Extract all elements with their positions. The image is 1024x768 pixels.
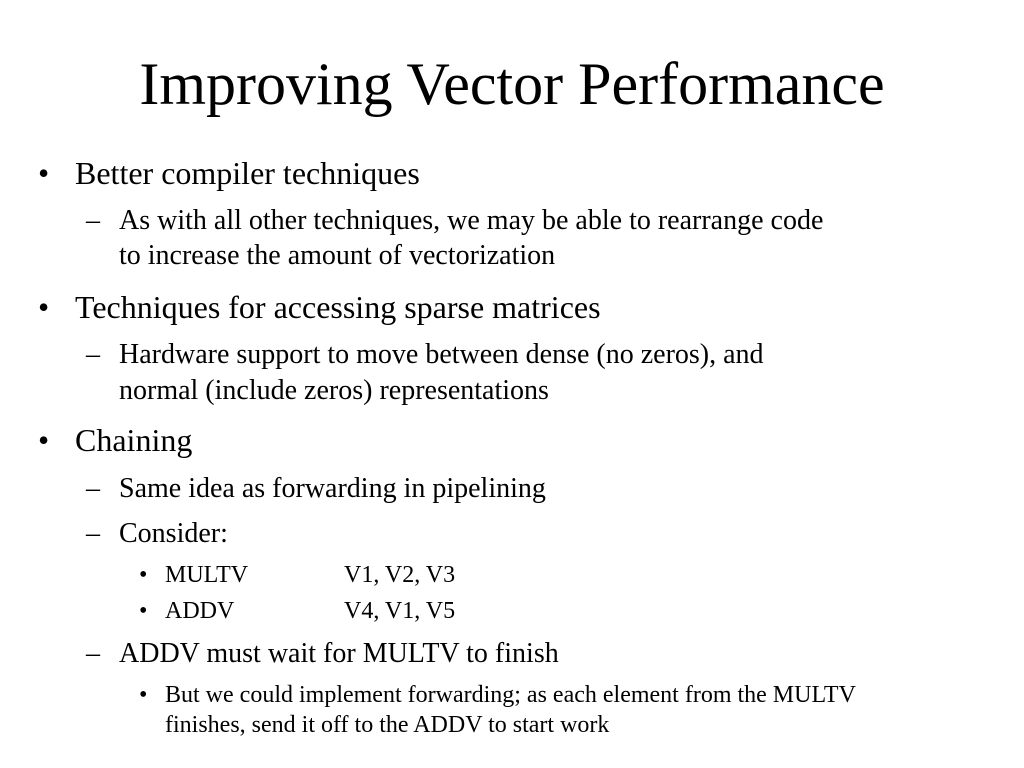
small-bullet-marker: •	[139, 562, 148, 588]
sub-bullet-line: normal (include zeros) representations	[119, 375, 549, 406]
dash-marker: –	[86, 638, 100, 669]
small-bullet-marker: •	[139, 598, 148, 624]
dash-marker: –	[86, 339, 100, 370]
dash-marker: –	[86, 473, 100, 504]
instruction-args: V1, V2, V3	[344, 562, 456, 588]
bullet-marker: •	[38, 422, 50, 458]
sub-bullet-line: Same idea as forwarding in pipelining	[119, 473, 546, 504]
slide-title: Improving Vector Performance	[139, 51, 885, 117]
dash-marker: –	[86, 518, 100, 549]
bullet-text: Better compiler techniques	[75, 155, 420, 191]
sub-bullet-line: to increase the amount of vectorization	[119, 240, 556, 271]
sub-bullet-line: ADDV must wait for MULTV to finish	[119, 638, 559, 669]
sub-bullet-line: As with all other techniques, we may be able to rearrange code	[119, 205, 824, 236]
instruction-op: MULTV	[165, 562, 249, 588]
instruction-op: ADDV	[165, 598, 235, 624]
dash-marker: –	[86, 205, 100, 236]
bullet-text: Techniques for accessing sparse matrices	[75, 289, 601, 325]
sub-bullet-line: Consider:	[119, 518, 228, 549]
sub-sub-bullet-line: finishes, send it off to the ADDV to start work	[165, 712, 610, 738]
sub-sub-bullet-line: But we could implement forwarding; as each element from the MULTV	[165, 682, 856, 708]
sub-bullet-line: Hardware support to move between dense (no zeros), and	[119, 339, 764, 370]
small-bullet-marker: •	[139, 682, 148, 708]
bullet-marker: •	[38, 289, 50, 325]
instruction-args: V4, V1, V5	[344, 598, 456, 624]
bullet-marker: •	[38, 155, 50, 191]
bullet-text: Chaining	[75, 422, 193, 458]
